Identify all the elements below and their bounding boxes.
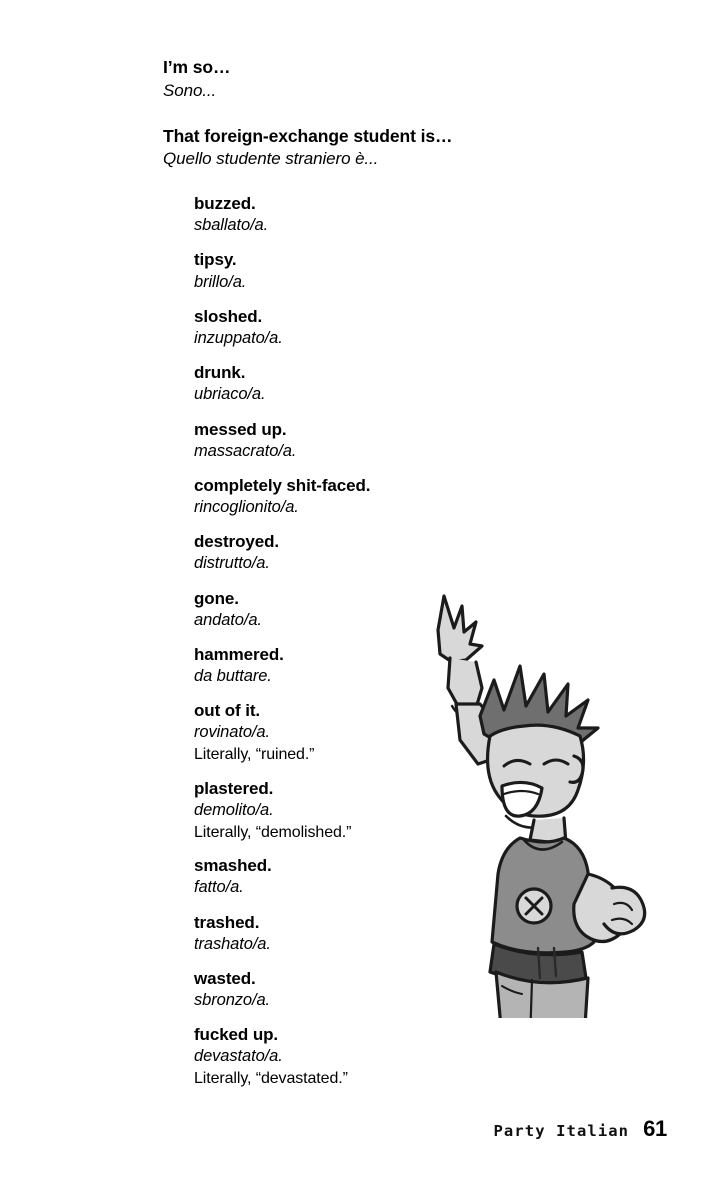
- list-item: [194, 531, 603, 575]
- entry-italian: inzuppato/a.: [194, 328, 283, 347]
- header-italian-1: Sono...: [163, 80, 217, 100]
- entry-italian: trashato/a.: [194, 934, 271, 953]
- entry-italian: andato/a.: [194, 610, 262, 629]
- list-item: [194, 419, 603, 463]
- entry-english: smashed.: [194, 856, 272, 876]
- entry-italian: massacrato/a.: [194, 441, 297, 460]
- entry-english: completely shit-faced.: [194, 475, 371, 495]
- entry-english: gone.: [194, 588, 239, 608]
- list-item: [194, 1024, 603, 1089]
- entry-italian: devastato/a.: [194, 1047, 283, 1066]
- list-item: [194, 362, 603, 406]
- header-block-1: [163, 56, 603, 103]
- entry-english: buzzed.: [194, 194, 256, 214]
- header-italian-2: Quello studente straniero è...: [163, 149, 379, 169]
- entry-literal-note: Literally, “demolished.”: [194, 823, 352, 841]
- entry-english: sloshed.: [194, 306, 263, 326]
- entry-literal-note: Literally, “devastated.”: [194, 1070, 348, 1088]
- entry-italian: rincoglionito/a.: [194, 498, 299, 517]
- header-english-1: I’m so…: [163, 57, 231, 77]
- entry-italian: sballato/a.: [194, 216, 269, 235]
- entry-english: wasted.: [194, 969, 256, 989]
- entry-italian: sbronzo/a.: [194, 991, 271, 1010]
- entry-english: fucked up.: [194, 1025, 279, 1045]
- entry-italian: rovinato/a.: [194, 723, 270, 742]
- entry-english: tipsy.: [194, 250, 237, 270]
- footer-book-title: Party Italian: [493, 1122, 630, 1140]
- entry-english: messed up.: [194, 419, 287, 439]
- header-block-2: [163, 125, 603, 172]
- entry-italian: brillo/a.: [194, 272, 247, 291]
- entry-italian: ubriaco/a.: [194, 385, 266, 404]
- entry-italian: fatto/a.: [194, 878, 244, 897]
- entry-english: out of it.: [194, 701, 261, 721]
- entry-english: trashed.: [194, 912, 260, 932]
- page-footer: [494, 1116, 668, 1142]
- entry-english: plastered.: [194, 778, 274, 798]
- entry-english: hammered.: [194, 645, 284, 664]
- list-item: [194, 475, 603, 519]
- drunk-punk-character-illustration: [398, 588, 678, 1018]
- entry-literal-note: Literally, “ruined.”: [194, 746, 315, 764]
- entry-italian: distrutto/a.: [194, 554, 270, 573]
- footer-page-number: 61: [643, 1116, 667, 1141]
- list-item: [194, 193, 603, 237]
- header-english-2: That foreign-exchange student is…: [163, 125, 453, 146]
- entry-english: destroyed.: [194, 532, 279, 552]
- list-item: [194, 306, 603, 350]
- list-item: [194, 249, 603, 293]
- entry-english: drunk.: [194, 363, 246, 383]
- entry-italian: demolito/a.: [194, 800, 274, 819]
- entry-italian: da buttare.: [194, 667, 272, 686]
